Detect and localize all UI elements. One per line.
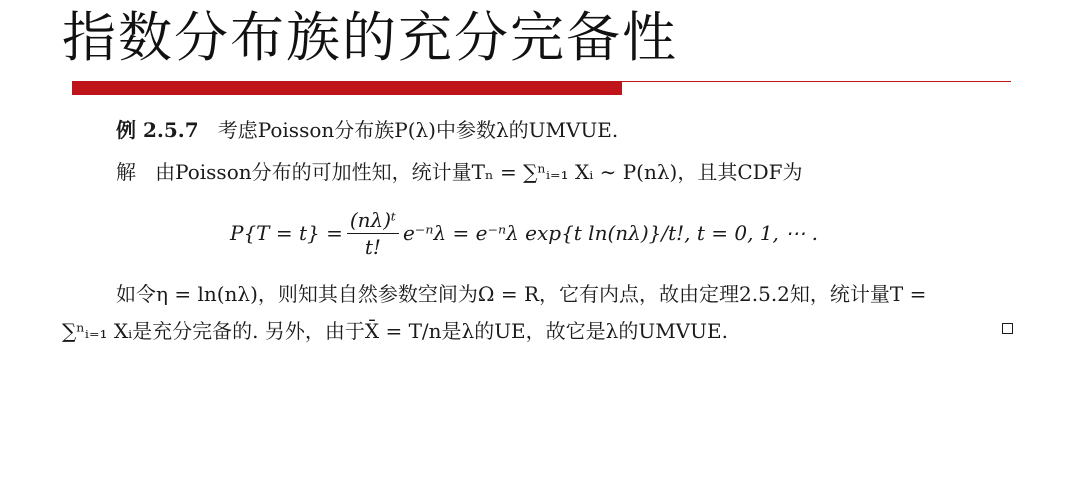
cdf-formula xyxy=(230,203,818,263)
solution-line xyxy=(116,158,803,186)
solution-text: 由Poisson分布的可加性知，统计量Tₙ = ∑ⁿᵢ₌₁ Xᵢ ∼ P(nλ)，且其CDF为 xyxy=(155,160,803,184)
conclusion-line-2: ∑ⁿᵢ₌₁ Xᵢ是充分完备的. 另外，由于X̄ = T/n是λ的UE，故它是λ的UMVUE. xyxy=(62,319,728,343)
example-statement xyxy=(116,116,618,144)
example-label: 例 2.5.7 xyxy=(116,118,199,142)
formula-lhs: P{T = t} = xyxy=(230,221,343,245)
slide-title: 指数分布族的充分完备性 xyxy=(62,6,678,69)
formula-fraction xyxy=(347,208,399,259)
formula-rhs: e⁻ⁿλ = e⁻ⁿλ exp{t ln(nλ)}/t!, t = 0, 1, ⋯ . xyxy=(402,221,818,245)
example-text: 考虑Poisson分布族P(λ)中参数λ的UMVUE. xyxy=(217,118,619,142)
fraction-numerator: (nλ)ᵗ xyxy=(347,208,399,234)
qed-box-icon xyxy=(1002,323,1013,334)
fraction-denominator: t! xyxy=(364,234,381,259)
conclusion-line-1: 如令η = ln(nλ)，则知其自然参数空间为Ω = R，它有内点，故由定理2.5.2知，统计量T = xyxy=(116,282,927,306)
title-accent-bar xyxy=(72,82,622,95)
solution-label: 解 xyxy=(116,160,136,184)
